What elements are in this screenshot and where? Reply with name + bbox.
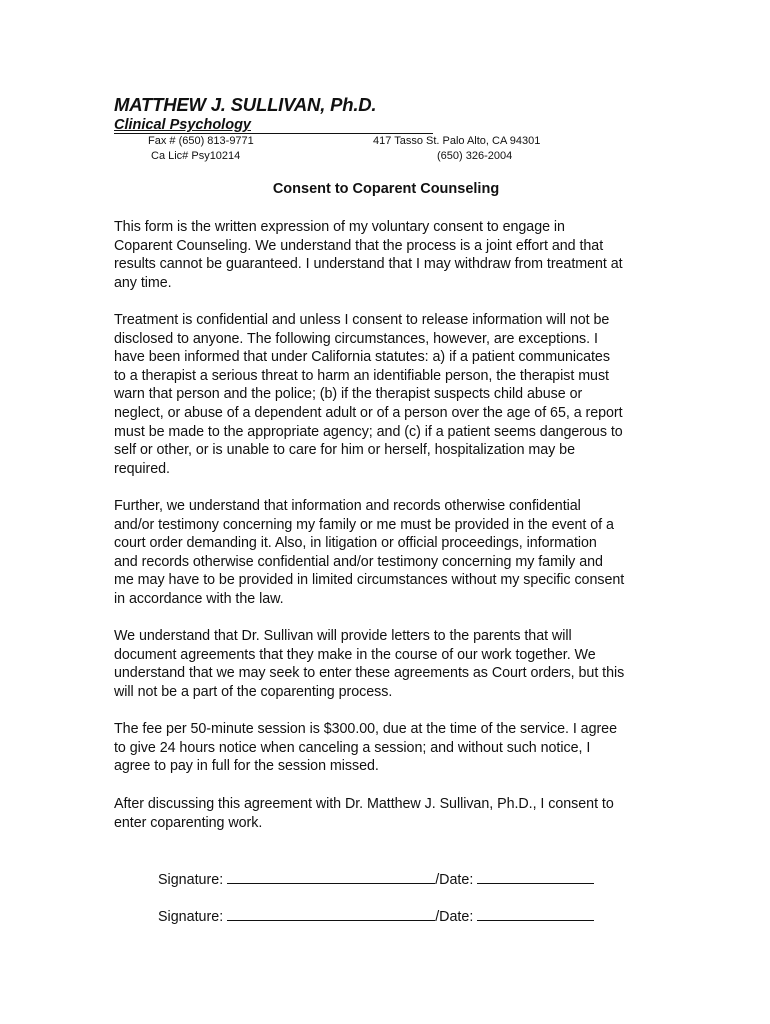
paragraph-agreements (114, 627, 674, 701)
practitioner-name: MATTHEW J. SULLIVAN, Ph.D. (114, 94, 377, 115)
text-line: understand that we may seek to enter these agreements as Court orders, but this (114, 665, 625, 682)
specialty-rule (114, 116, 433, 134)
text-line: to give 24 hours notice when canceling a session; and without such notice, I (114, 739, 591, 756)
office-phone: (650) 326-2004 (437, 150, 513, 162)
text-line: Coparent Counseling. We understand that the process is a joint effort and that (114, 237, 604, 254)
license-number: Ca Lic# Psy10214 (151, 150, 241, 162)
text-line: After discussing this agreement with Dr. Matthew J. Sullivan, Ph.D., I consent to (114, 796, 614, 812)
text-line: any time. (114, 274, 172, 291)
office-address: 417 Tasso St. Palo Alto, CA 94301 (373, 135, 541, 147)
signature-row (158, 870, 594, 889)
text-line: enter coparenting work. (114, 814, 263, 831)
text-line: have been informed that under California statutes: a) if a patient communicates (114, 349, 610, 366)
text-line: neglect, or abuse of a dependent adult or of a person over the age of 65, a report (114, 404, 623, 421)
date-field[interactable] (477, 870, 594, 884)
signature-field[interactable] (227, 870, 435, 884)
paragraph-court-orders (114, 497, 674, 609)
text-line: This form is the written expression of my voluntary consent to engage in (114, 219, 565, 235)
text-line: and records otherwise confidential and/or testimony concerning my family and (114, 553, 603, 570)
text-line: me may have to be provided in limited circumstances without my specific consent (114, 572, 625, 589)
text-line: self or other, or is unable to care for him or herself, hospitalization may be (114, 442, 575, 459)
paragraph-consent (114, 218, 674, 292)
signature-label: Signature: (158, 909, 224, 925)
text-line: to a therapist a serious threat to harm an identifiable person, the therapist must (114, 367, 609, 384)
fax-number: Fax # (650) 813-9771 (148, 135, 254, 147)
signature-label: Signature: (158, 872, 224, 888)
text-line: Treatment is confidential and unless I consent to release information will not be (114, 312, 610, 328)
text-line: required. (114, 460, 170, 477)
document-title: Consent to Coparent Counseling (272, 181, 500, 197)
signature-row (158, 907, 594, 926)
paragraph-fees (114, 720, 674, 776)
paragraph-confidentiality (114, 311, 674, 478)
text-line: must be made to the appropriate agency; and (c) if a patient seems dangerous to (114, 423, 623, 440)
text-line: and/or testimony concerning my family or me must be provided in the event of a (114, 516, 614, 533)
text-line: disclosed to anyone. The following circumstances, however, are exceptions. I (114, 330, 598, 347)
text-line: agree to pay in full for the session missed. (114, 758, 379, 775)
text-line: We understand that Dr. Sullivan will provide letters to the parents that will (114, 628, 572, 644)
text-line: results cannot be guaranteed. I understand that I may withdraw from treatment at (114, 256, 623, 273)
paragraph-agreement-consent (114, 795, 674, 832)
date-label: /Date: (435, 872, 474, 888)
text-line: The fee per 50-minute session is $300.00, due at the time of the service. I agree (114, 721, 617, 737)
signature-field[interactable] (227, 907, 435, 921)
text-line: Further, we understand that information and records otherwise confidential (114, 498, 581, 514)
text-line: court order demanding it. Also, in litigation or official proceedings, information (114, 535, 597, 552)
text-line: warn that person and the police; (b) if the therapist suspects child abuse or (114, 386, 583, 403)
text-line: document agreements that they make in the course of our work together. We (114, 646, 596, 663)
date-field[interactable] (477, 907, 594, 921)
text-line: will not be a part of the coparenting process. (114, 683, 393, 700)
practice-specialty: Clinical Psychology (114, 117, 251, 133)
date-label: /Date: (435, 909, 474, 925)
text-line: in accordance with the law. (114, 590, 284, 607)
